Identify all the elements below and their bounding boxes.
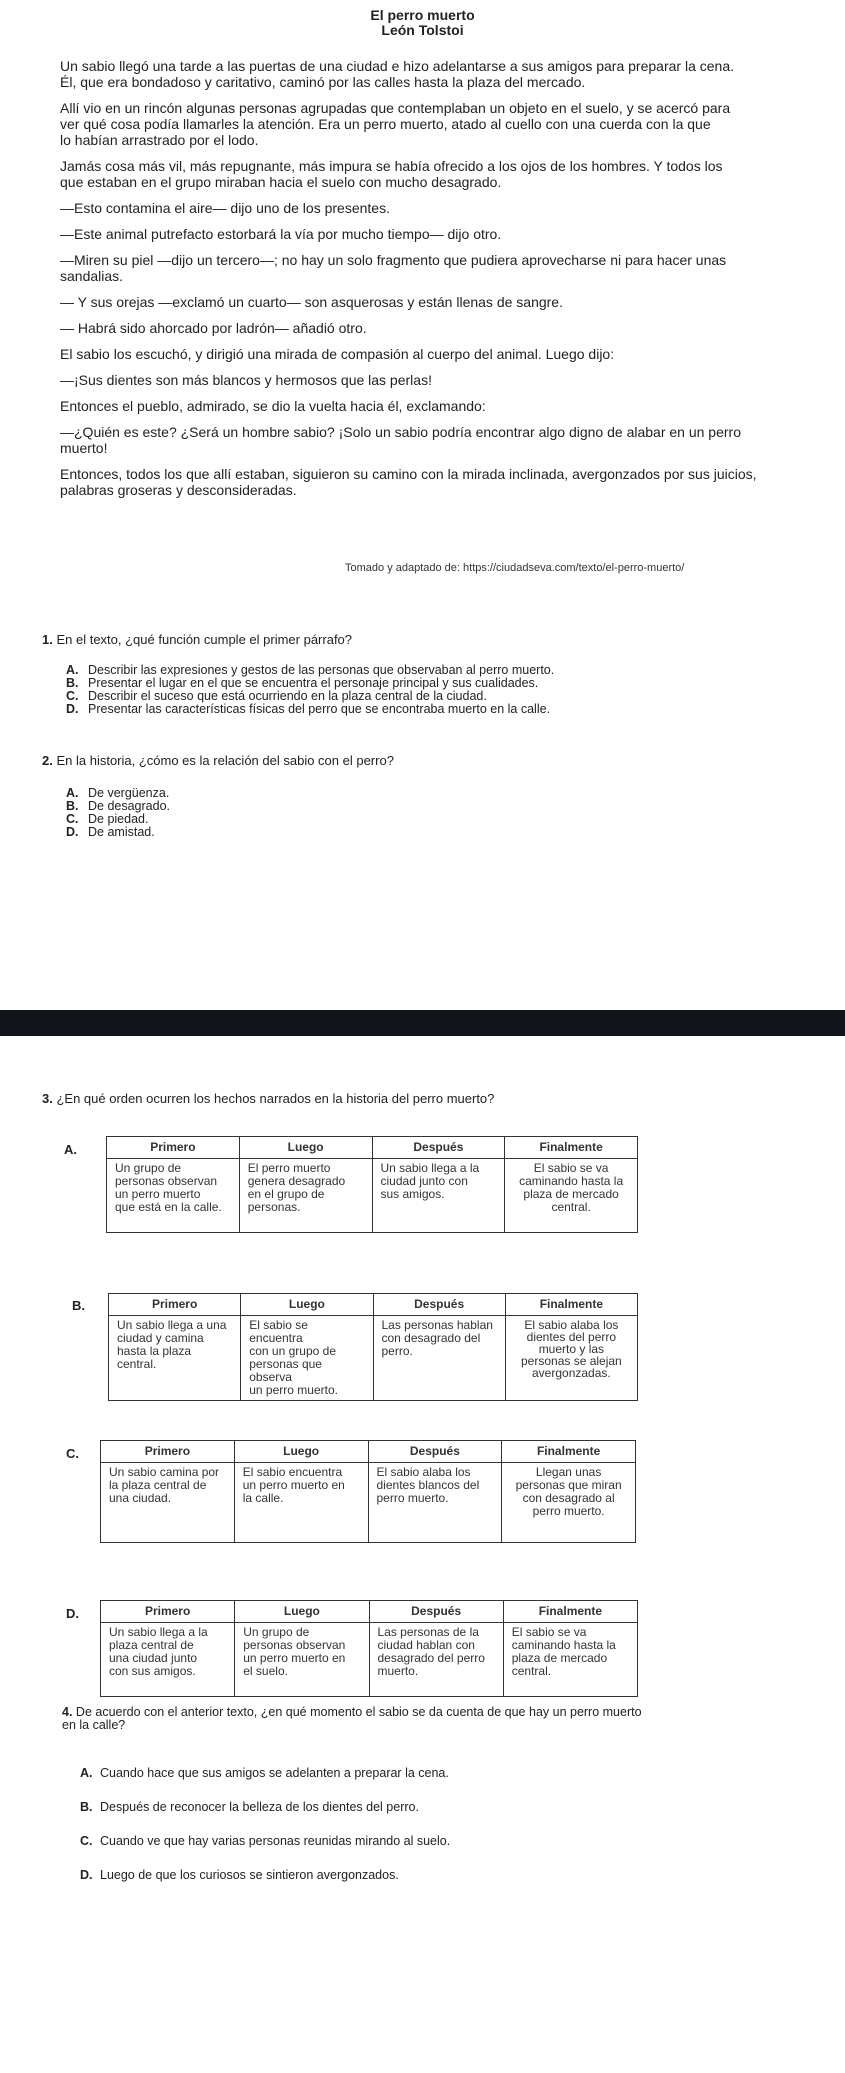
- sequence-table-b: [108, 1293, 638, 1401]
- story-paragraph: —Esto contamina el aire— dijo uno de los presentes.: [60, 200, 390, 216]
- story-paragraph: — Habrá sido ahorcado por ladrón— añadió otro.: [60, 320, 367, 336]
- question-number: 1.: [42, 632, 53, 647]
- header-finalmente: Finalmente: [505, 1137, 638, 1159]
- table-cell: El sabio alaba los dientes blancos del perro muerto.: [368, 1463, 502, 1543]
- source-citation: Tomado y adaptado de: https://ciudadseva.com/texto/el-perro-muerto/: [345, 562, 685, 574]
- story-paragraph: Entonces, todos los que allí estaban, siguieron su camino con la mirada inclinada, avergonzados por sus juicios, palabras groseras y desconsideradas.: [60, 466, 757, 498]
- question-4: [62, 1706, 642, 1732]
- header-primero: Primero: [101, 1601, 235, 1623]
- header-finalmente: Finalmente: [503, 1601, 637, 1623]
- table-d-letter[interactable]: D.: [66, 1606, 79, 1621]
- sequence-table-d: [100, 1600, 638, 1697]
- header-primero: Primero: [109, 1294, 241, 1316]
- header-finalmente: Finalmente: [502, 1441, 636, 1463]
- story-text: [60, 58, 845, 508]
- table-cell: El sabio se encuentra con un grupo de personas que observa un perro muerto.: [241, 1316, 373, 1401]
- header-luego: Luego: [235, 1601, 369, 1623]
- sequence-table-c: [100, 1440, 636, 1543]
- story-paragraph: Un sabio llegó una tarde a las puertas de una ciudad e hizo adelantarse a sus amigos para preparar la cena. Él, que era bondadoso y caritativo, caminó por las calles hasta la plaza del mercado.: [60, 58, 734, 90]
- story-paragraph: —Miren su piel —dijo un tercero—; no hay un solo fragmento que pudiera aprovecharse ni para hacer unas sandalias.: [60, 252, 727, 284]
- option-a[interactable]: A. Describir las expresiones y gestos de las personas que observaban al perro muerto.: [66, 663, 555, 677]
- header-despues: Después: [373, 1294, 505, 1316]
- table-b-letter[interactable]: B.: [72, 1298, 85, 1313]
- sequence-table-a: [106, 1136, 638, 1233]
- header-luego: Luego: [241, 1294, 373, 1316]
- table-cell: Las personas de la ciudad hablan con desagrado del perro muerto.: [369, 1623, 503, 1697]
- option-d[interactable]: D. Presentar las características físicas del perro que se encontraba muerto en la calle.: [66, 702, 551, 716]
- story-paragraph: El sabio los escuchó, y dirigió una mirada de compasión al cuerpo del animal. Luego dijo:: [60, 346, 615, 362]
- question-3: [42, 1091, 494, 1106]
- table-cell: Un sabio camina por la plaza central de una ciudad.: [101, 1463, 235, 1543]
- table-cell: El sabio encuentra un perro muerto en la calle.: [234, 1463, 368, 1543]
- header-despues: Después: [372, 1137, 505, 1159]
- story-paragraph: — Y sus orejas —exclamó un cuarto— son asquerosas y están llenas de sangre.: [60, 294, 563, 310]
- option-c[interactable]: C. Describir el suceso que está ocurriendo en la plaza central de la ciudad.: [66, 689, 487, 703]
- header-luego: Luego: [234, 1441, 368, 1463]
- header-despues: Después: [369, 1601, 503, 1623]
- header-primero: Primero: [107, 1137, 240, 1159]
- header-primero: Primero: [101, 1441, 235, 1463]
- option-a[interactable]: A. Cuando hace que sus amigos se adelanten a preparar la cena.: [80, 1766, 449, 1780]
- question-text: En el texto, ¿qué función cumple el primer párrafo?: [56, 632, 353, 647]
- table-cell: El sabio se va caminando hasta la plaza de mercado central.: [503, 1623, 637, 1697]
- option-b[interactable]: B. De desagrado.: [66, 799, 171, 813]
- question-2: [42, 753, 394, 768]
- table-cell: Un grupo de personas observan un perro muerto en el suelo.: [235, 1623, 369, 1697]
- header-despues: Después: [368, 1441, 502, 1463]
- table-cell: El sabio se va caminando hasta la plaza de mercado central.: [505, 1159, 638, 1233]
- question-text: ¿En qué orden ocurren los hechos narrados en la historia del perro muerto?: [56, 1091, 495, 1106]
- story-paragraph: —¡Sus dientes son más blancos y hermosos que las perlas!: [60, 372, 432, 388]
- table-a-letter[interactable]: A.: [64, 1142, 77, 1157]
- option-b[interactable]: B. Después de reconocer la belleza de los dientes del perro.: [80, 1800, 419, 1814]
- header-finalmente: Finalmente: [505, 1294, 637, 1316]
- table-cell: El sabio alaba los dientes del perro muerto y las personas se alejan avergonzadas.: [505, 1316, 637, 1401]
- story-paragraph: Jamás cosa más vil, más repugnante, más impura se había ofrecido a los ojos de los hombres. Y todos los que estaban en el grupo miraban hacia el suelo con mucho desagrado.: [60, 158, 723, 190]
- option-a[interactable]: A. De vergüenza.: [66, 786, 170, 800]
- question-4-options: [80, 1766, 450, 1902]
- question-text: En la historia, ¿cómo es la relación del sabio con el perro?: [56, 753, 394, 768]
- question-number: 3.: [42, 1091, 53, 1106]
- option-b[interactable]: B. Presentar el lugar en el que se encuentra el personaje principal y sus cualidades.: [66, 676, 539, 690]
- question-1: [42, 632, 352, 647]
- question-1-options: [66, 664, 554, 716]
- story-paragraph: —Este animal putrefacto estorbará la vía por mucho tiempo— dijo otro.: [60, 226, 502, 242]
- table-cell: Llegan unas personas que miran con desagrado al perro muerto.: [502, 1463, 636, 1543]
- option-d[interactable]: D. De amistad.: [66, 825, 155, 839]
- story-header: [0, 8, 845, 38]
- table-cell: El perro muerto genera desagrado en el grupo de personas.: [239, 1159, 372, 1233]
- table-cell: Un grupo de personas observan un perro muerto que está en la calle.: [107, 1159, 240, 1233]
- option-c[interactable]: C. De piedad.: [66, 812, 149, 826]
- story-paragraph: Entonces el pueblo, admirado, se dio la vuelta hacia él, exclamando:: [60, 398, 486, 414]
- option-d[interactable]: D. Luego de que los curiosos se sintieron avergonzados.: [80, 1868, 399, 1882]
- question-text: De acuerdo con el anterior texto, ¿en qué momento el sabio se da cuenta de que hay un perro muerto en la calle?: [62, 1705, 642, 1732]
- table-cell: Un sabio llega a una ciudad y camina hasta la plaza central.: [109, 1316, 241, 1401]
- table-cell: Un sabio llega a la plaza central de una ciudad junto con sus amigos.: [101, 1623, 235, 1697]
- story-paragraph: —¿Quién es este? ¿Será un hombre sabio? ¡Solo un sabio podría encontrar algo digno de alabar en un perro muerto!: [60, 424, 741, 456]
- question-number: 2.: [42, 753, 53, 768]
- story-title: El perro muerto: [370, 7, 475, 23]
- question-number: 4.: [62, 1705, 73, 1719]
- table-cell: Las personas hablan con desagrado del perro.: [373, 1316, 505, 1401]
- question-2-options: [66, 787, 170, 839]
- page-divider: [0, 1010, 845, 1036]
- story-paragraph: Allí vio en un rincón algunas personas agrupadas que contemplaban un objeto en el suelo, y se acercó para ver qué cosa podía llamarles la atención. Era un perro muerto, atado al cuello con una cuerda con la que lo habían arrastrado por el lodo.: [60, 100, 731, 148]
- option-c[interactable]: C. Cuando ve que hay varias personas reunidas mirando al suelo.: [80, 1834, 451, 1848]
- table-cell: Un sabio llega a la ciudad junto con sus amigos.: [372, 1159, 505, 1233]
- table-c-letter[interactable]: C.: [66, 1446, 79, 1461]
- header-luego: Luego: [239, 1137, 372, 1159]
- story-author: León Tolstoi: [381, 22, 464, 38]
